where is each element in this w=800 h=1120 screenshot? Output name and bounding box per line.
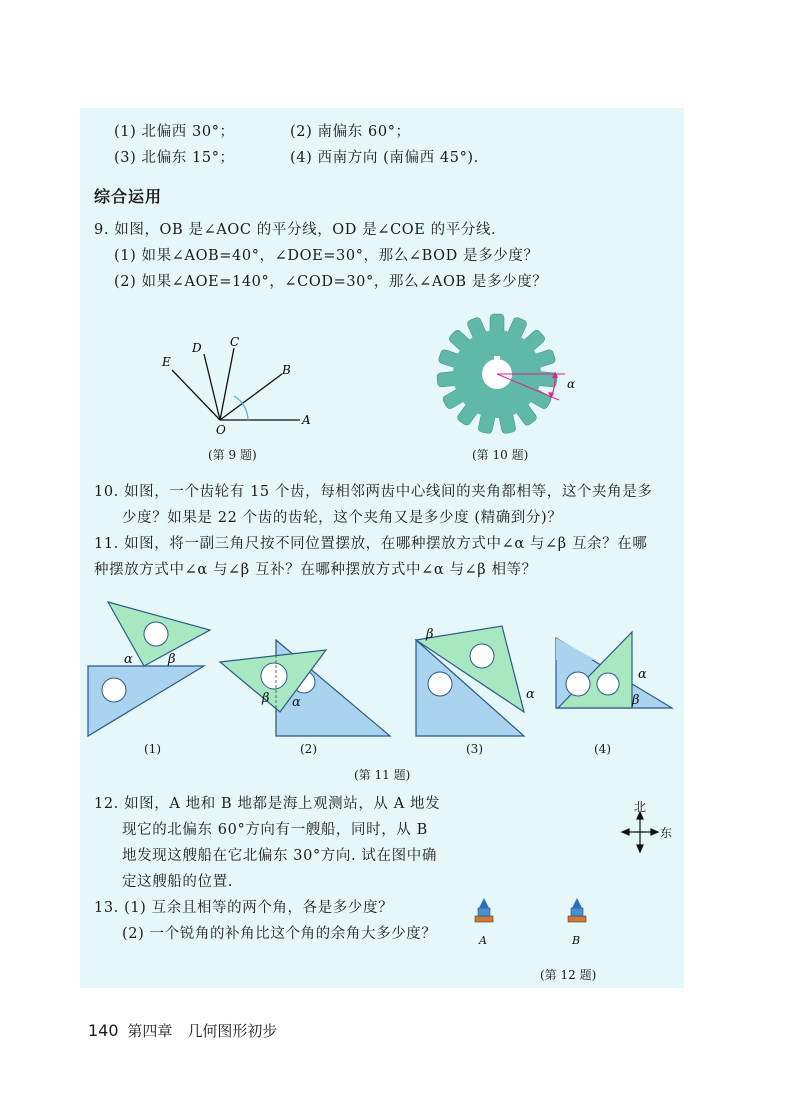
- figure-9-angle-rays: [150, 330, 330, 440]
- east-label: 东: [660, 826, 673, 840]
- q10-line1: 10. 如图，一个齿轮有 15 个齿，每相邻两齿中心线间的夹角都相等，这个夹角是多: [94, 484, 653, 500]
- figure-10-caption: (第 10 题): [472, 448, 529, 462]
- label-D: D: [192, 341, 202, 355]
- fig11-2-beta: β: [262, 691, 270, 706]
- figure-10-gear: [420, 308, 595, 438]
- page-footer: [88, 1020, 277, 1041]
- chapter-title: 第四章 几何图形初步: [127, 1022, 278, 1040]
- compass-rose: [618, 800, 678, 856]
- figure-11-arrangement-2: [216, 636, 396, 742]
- q12-line4: 定这艘船的位置.: [122, 874, 233, 890]
- q12-line2: 现它的北偏东 60°方向有一艘船，同时，从 B: [122, 822, 428, 838]
- alpha-label: α: [567, 377, 576, 391]
- q9-part2: (2) 如果∠AOE=140°，∠COD=30°，那么∠AOB 是多少度？: [114, 274, 548, 290]
- label-O: O: [216, 423, 226, 437]
- fig11-1-beta: β: [168, 652, 176, 667]
- fig11-1-alpha: α: [124, 652, 133, 667]
- option-3: (3) 北偏东 15°；: [114, 150, 235, 166]
- fig11-4-alpha: α: [638, 667, 647, 682]
- option-2: (2) 南偏东 60°；: [290, 124, 411, 140]
- fig11-3-alpha: α: [526, 687, 535, 702]
- fig11-3-beta: β: [426, 627, 434, 642]
- figure-11-arrangement-3: [412, 622, 542, 742]
- figure-11-sub-3: (3): [466, 742, 483, 756]
- page-number: 140: [88, 1021, 119, 1040]
- figure-11-arrangement-1: [84, 596, 216, 742]
- q13-line2: (2) 一个锐角的补角比这个角的余角大多少度？: [122, 926, 437, 942]
- figure-11-caption: (第 11 题): [354, 768, 411, 782]
- section-title: 综合运用: [94, 187, 163, 206]
- q9-part1: (1) 如果∠AOB=40°，∠DOE=30°，那么∠BOD 是多少度？: [114, 248, 539, 264]
- figure-12-caption: (第 12 题): [540, 968, 597, 982]
- north-label: 北: [634, 800, 647, 814]
- option-1: (1) 北偏西 30°；: [114, 124, 235, 140]
- label-B: B: [282, 363, 291, 377]
- label-A: A: [302, 413, 311, 427]
- q11-line1: 11. 如图，将一副三角尺按不同位置摆放，在哪种摆放方式中∠α 与∠β 互余？在哪: [94, 536, 648, 552]
- fig11-4-beta: β: [632, 693, 640, 708]
- label-C: C: [230, 335, 240, 349]
- q9-stem: 9. 如图，OB 是∠AOC 的平分线，OD 是∠COE 的平分线.: [94, 222, 497, 238]
- figure-11-sub-1: (1): [144, 742, 161, 756]
- figure-9-caption: (第 9 题): [208, 448, 257, 462]
- q12-line1: 12. 如图，A 地和 B 地都是海上观测站，从 A 地发: [94, 796, 441, 812]
- fig11-2-alpha: α: [292, 695, 301, 710]
- q11-line2: 种摆放方式中∠α 与∠β 互补？在哪种摆放方式中∠α 与∠β 相等？: [94, 562, 537, 578]
- q10-line2: 少度？如果是 22 个齿的齿轮，这个夹角又是多少度 (精确到分)？: [122, 510, 563, 526]
- label-E: E: [162, 355, 171, 369]
- option-4: (4) 西南方向 (南偏西 45°).: [290, 150, 479, 166]
- station-A-label: A: [479, 934, 487, 947]
- figure-11-sub-4: (4): [594, 742, 611, 756]
- q12-line3: 地发现这艘船在它北偏东 30°方向. 试在图中确: [122, 848, 437, 864]
- station-B-icon: [563, 896, 593, 948]
- figure-11-arrangement-4: [552, 628, 678, 742]
- station-A-icon: [470, 896, 500, 948]
- q13-line1: 13. (1) 互余且相等的两个角，各是多少度？: [94, 900, 394, 916]
- station-B-label: B: [572, 934, 581, 947]
- figure-11-sub-2: (2): [300, 742, 317, 756]
